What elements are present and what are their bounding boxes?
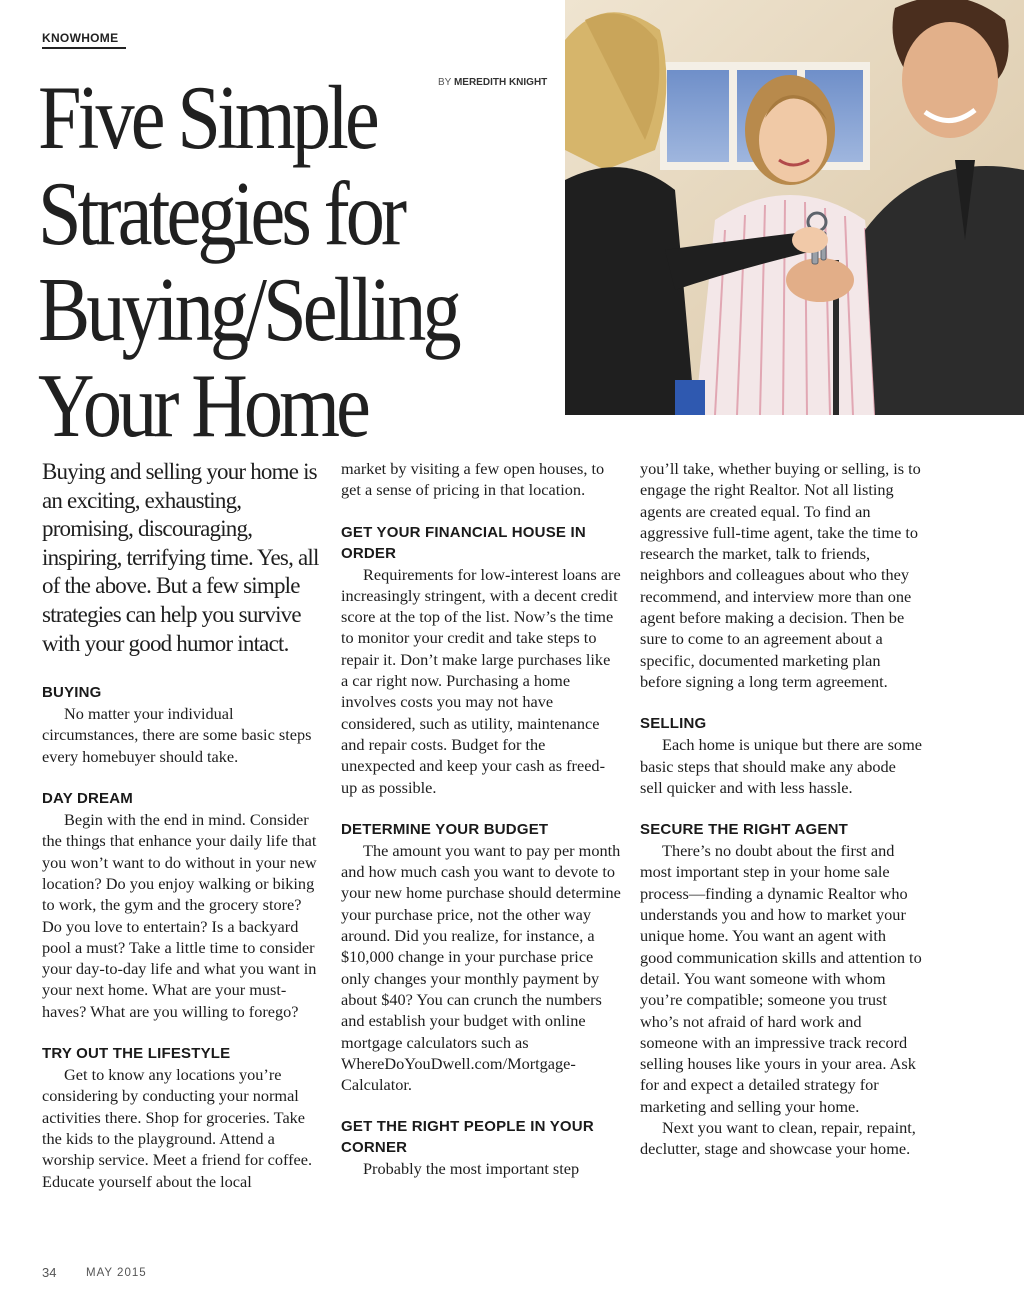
heading-buying: BUYING xyxy=(42,684,102,702)
page-number: 34 xyxy=(42,1265,57,1280)
column-1 xyxy=(42,458,322,1192)
section-tag-part2: HOME xyxy=(81,31,119,45)
paragraph-right-people-continued: you’ll take, whether buying or selling, is to engage the right Realtor. Not all listing agents are created equal. To find an aggressive full-time agent, take the time to research the market, talk to friends, neighbors and colleagues about who they recommend, and interview more than one agent before making a decision. Then be sure to come to an agreement about a specific, documented marketing plan before signing a long term agreement. xyxy=(640,459,921,691)
paragraph-try-out: Get to know any locations you’re considering by conducting your normal activities there. Shop for groceries. Take the kids to the playground. Attend a worship service. Meet a friend for coffee. Educate yourself about the local xyxy=(42,1065,313,1191)
paragraph-agent: There’s no doubt about the first and most important step in your home sale process—finding a dynamic Realtor who understands you and how to market your unique home. You want an agent with good communication skills and attention to detail. You want someone with whom you’re compatible; someone you trust who’s not afraid of hard work and someone with an impressive track record selling houses like yours in your area. Ask for and expect a detailed strategy for marketing and selling your home. xyxy=(640,841,922,1116)
paragraph-day-dream: Begin with the end in mind. Consider the things that enhance your daily life that you won’t want to do without in your new location? Do you enjoy walking or biking to work, the gym and the grocery store? Do you love to entertain? Is a backyard pool a must? Take a little time to consider your day-to-day life and what you want in your next home. What are your must-haves? What are you willing to forego? xyxy=(42,810,317,1021)
headline-line-4: Your Home xyxy=(38,355,368,456)
section-tag-underline xyxy=(42,47,126,49)
article-photo xyxy=(565,0,1024,415)
headline-line-2: Strategies for xyxy=(38,163,404,264)
headline xyxy=(38,67,485,456)
section-tag-part1: KNOW xyxy=(42,31,82,45)
headline-line-1: Five Simple xyxy=(38,67,376,168)
paragraph-try-out-continued: market by visiting a few open houses, to get a sense of pricing in that location. xyxy=(341,459,605,500)
paragraph-financial: Requirements for low-interest loans are increasingly stringent, with a decent credit score at the top of the list. Now’s the time to monitor your credit and take steps to repair it. Don’t make large purchases like a car right now. Purchasing a home involves costs you may not have considered, such as utility, maintenance and repair costs. Budget for the unexpected and keep your cash as freed-up as possible. xyxy=(341,564,621,797)
heading-financial: GET YOUR FINANCIAL HOUSE IN ORDER xyxy=(341,523,586,562)
intro-paragraph: Buying and selling your home is an exciting, exhausting, promising, discouraging, inspiring, terrifying time. Yes, all of the above. But a few simple strategies can help you survive with your good humor intact. xyxy=(42,459,319,656)
paragraph-budget: The amount you want to pay per month and how much cash you want to devote to your new home purchase should determine your purchase price, not the other way around. Did you realize, for instance, a $10,000 change in your purchase price only changes your monthly payment by about $40? You can crunch the numbers and establish your budget with online mortgage calculators such as WhereDoYouDwell.com/Mortgage-Calculator. xyxy=(341,840,621,1095)
issue-date: MAY 2015 xyxy=(86,1267,147,1279)
photo-illustration xyxy=(565,0,1024,415)
byline-author: MEREDITH KNIGHT xyxy=(453,77,548,88)
section-tag xyxy=(42,31,118,45)
headline-line-3: Buying/Selling xyxy=(38,259,458,360)
paragraph-buying: No matter your individual circumstances, there are some basic steps every homebuyer should take. xyxy=(42,704,312,766)
heading-agent: SECURE THE RIGHT AGENT xyxy=(640,821,849,839)
heading-day-dream: DAY DREAM xyxy=(42,790,133,808)
paragraph-selling: Each home is unique but there are some basic steps that should make any abode sell quicker and with less hassle. xyxy=(640,735,922,797)
paragraph-agent-2: Next you want to clean, repair, repaint, declutter, stage and showcase your home. xyxy=(640,1118,916,1159)
column-2 xyxy=(341,458,621,1180)
byline-by: BY xyxy=(438,77,452,88)
heading-try-out: TRY OUT THE LIFESTYLE xyxy=(42,1045,231,1063)
paragraph-right-people: Probably the most important step xyxy=(363,1159,580,1179)
heading-right-people: GET THE RIGHT PEOPLE IN YOUR CORNER xyxy=(341,1118,594,1157)
column-3 xyxy=(640,458,922,1160)
heading-budget: DETERMINE YOUR BUDGET xyxy=(341,820,549,838)
heading-selling: SELLING xyxy=(640,715,707,733)
